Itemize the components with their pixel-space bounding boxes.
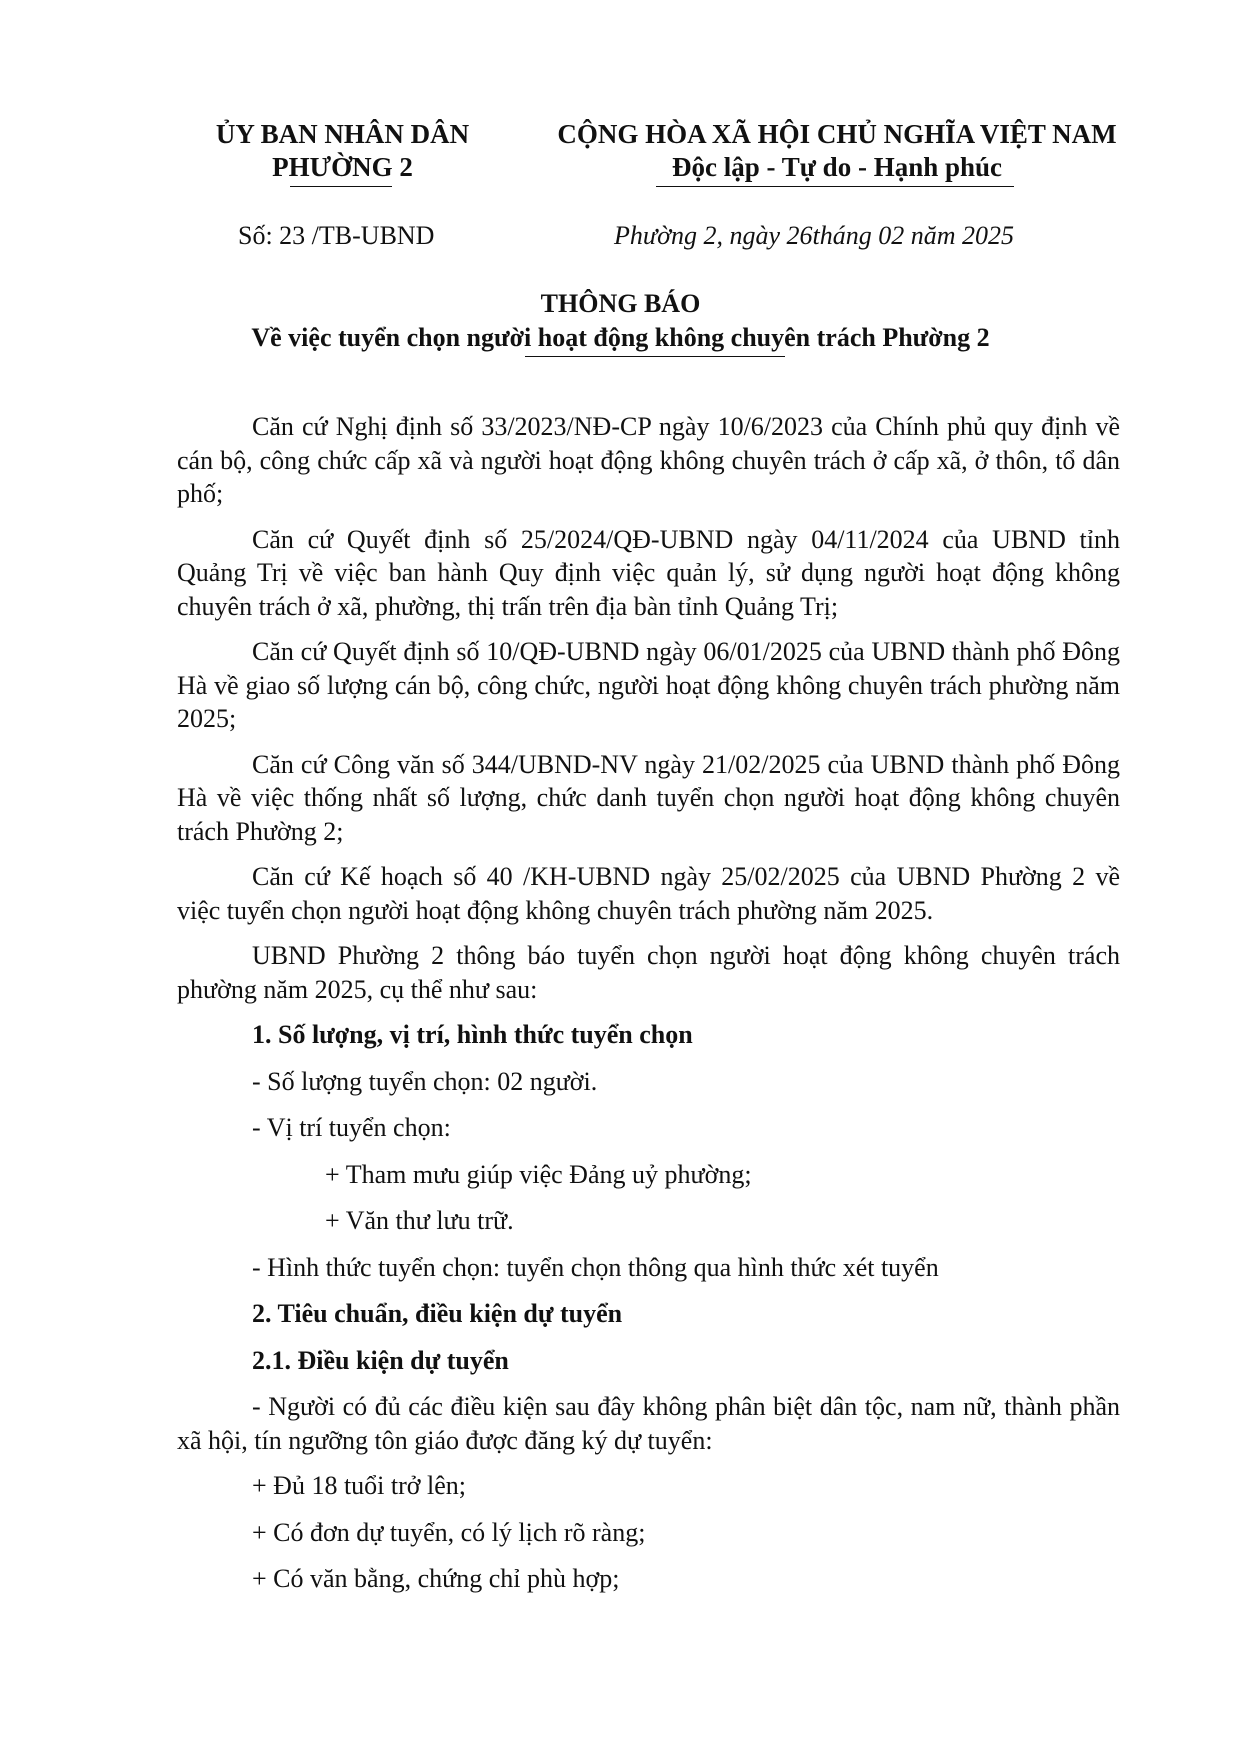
position-item: + Văn thư lưu trữ. [325, 1206, 514, 1235]
basis-paragraph: Căn cứ Nghị định số 33/2023/NĐ-CP ngày 10/6/2023 của Chính phủ quy định về cán bộ, công chức cấp xã và người hoạt động không chuyên trách ở cấp xã, ở thôn, tổ dân phố; [177, 412, 1120, 508]
document-date: Phường 2, ngày 26tháng 02 năm 2025 [614, 221, 1014, 250]
issuing-agency-line2: PHƯỜNG 2 [272, 152, 413, 182]
national-title-line1: CỘNG HÒA XÃ HỘI CHỦ NGHĨA VIỆT NAM [557, 119, 1117, 149]
condition-item: + Đủ 18 tuổi trở lên; [252, 1471, 467, 1500]
basis-paragraph: Căn cứ Quyết định số 10/QĐ-UBND ngày 06/01/2025 của UBND thành phố Đông Hà về giao số lượng cán bộ, công chức, người hoạt động không chuyên trách phường năm 2025; [177, 637, 1120, 733]
issuing-agency-underline [290, 186, 392, 187]
basis-paragraph: Căn cứ Kế hoạch số 40 /KH-UBND ngày 25/02/2025 của UBND Phường 2 về việc tuyển chọn người hoạt động không chuyên trách phường năm 2025. [177, 862, 1120, 925]
document-title: THÔNG BÁO [540, 289, 701, 318]
condition-item: + Có văn bằng, chứng chỉ phù hợp; [252, 1564, 620, 1593]
eligibility-paragraph: - Người có đủ các điều kiện sau đây không phân biệt dân tộc, nam nữ, thành phần xã hội, tín ngưỡng tôn giáo được đăng ký dự tuyển: [177, 1392, 1120, 1455]
section-1-heading: 1. Số lượng, vị trí, hình thức tuyển chọn [252, 1020, 693, 1049]
intro-paragraph: UBND Phường 2 thông báo tuyển chọn người hoạt động không chuyên trách phường năm 2025, cụ thể như sau: [177, 941, 1120, 1004]
section-2-1-heading: 2.1. Điều kiện dự tuyển [252, 1345, 509, 1375]
document-subtitle: Về việc tuyển chọn người hoạt động không chuyên trách Phường 2 [251, 323, 990, 352]
issuing-agency-line1: ỦY BAN NHÂN DÂN [215, 119, 470, 149]
positions-label: - Vị trí tuyển chọn: [252, 1113, 451, 1142]
issuing-agency [190, 118, 495, 184]
section-2-heading: 2. Tiêu chuẩn, điều kiện dự tuyển [252, 1299, 623, 1328]
quantity-line: - Số lượng tuyển chọn: 02 người. [252, 1066, 598, 1096]
document-number: Số: 23 /TB-UBND [238, 221, 435, 250]
condition-item: + Có đơn dự tuyển, có lý lịch rõ ràng; [252, 1517, 646, 1547]
subtitle-underline [525, 356, 785, 357]
national-motto: Độc lập - Tự do - Hạnh phúc [671, 152, 1003, 182]
national-title [532, 118, 1142, 184]
national-motto-underline [656, 186, 1014, 187]
position-item: + Tham mưu giúp việc Đảng uỷ phường; [325, 1159, 752, 1189]
method-line: - Hình thức tuyển chọn: tuyển chọn thông qua hình thức xét tuyển [252, 1252, 939, 1282]
basis-paragraph: Căn cứ Quyết định số 25/2024/QĐ-UBND ngày 04/11/2024 của UBND tỉnh Quảng Trị về việc ban hành Quy định việc quản lý, sử dụng người hoạt động không chuyên trách ở xã, phường, thị trấn trên địa bàn tỉnh Quảng Trị; [177, 524, 1120, 621]
document-body [177, 410, 1120, 1609]
basis-paragraph: Căn cứ Công văn số 344/UBND-NV ngày 21/02/2025 của UBND thành phố Đông Hà về việc thống nhất số lượng, chức danh tuyển chọn người hoạt động không chuyên trách Phường 2; [177, 749, 1120, 846]
